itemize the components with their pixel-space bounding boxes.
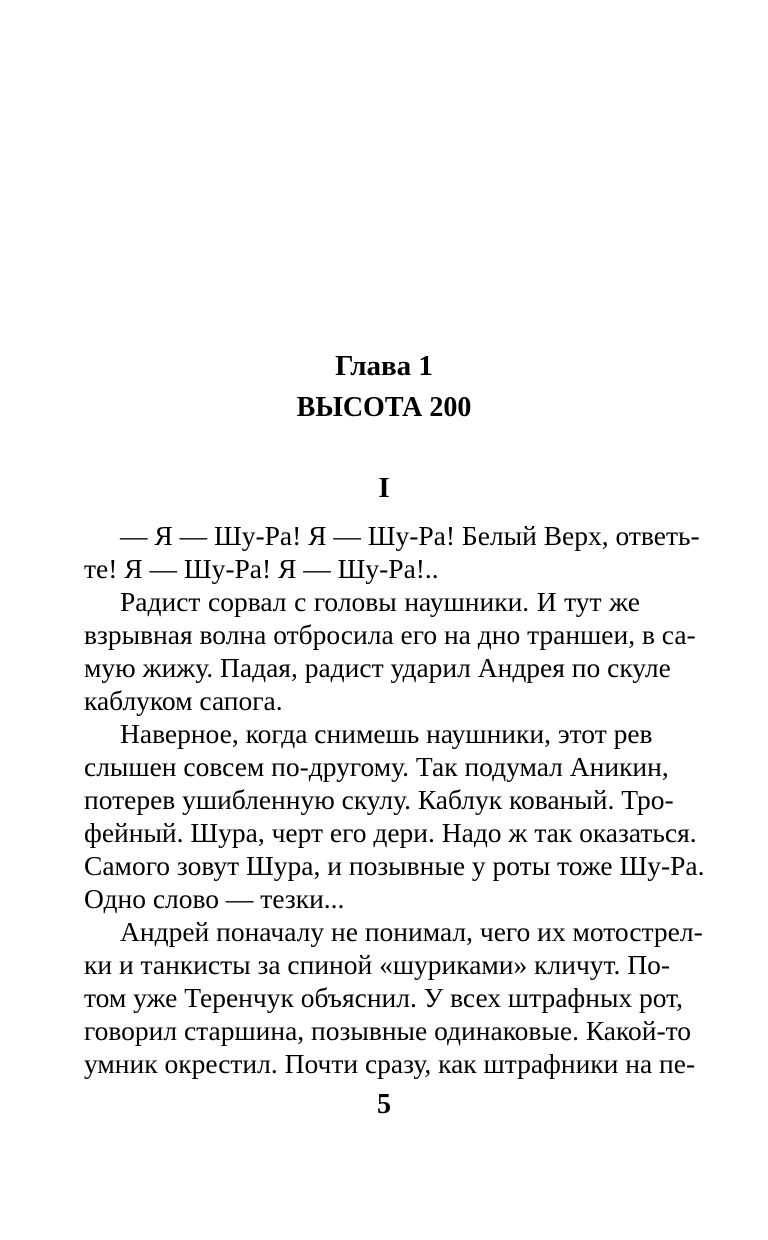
text-line: Радист сорвал с головы наушники. И тут же [120, 586, 640, 617]
body-text [84, 519, 705, 1080]
page-number: 5 [377, 1089, 391, 1120]
text-line: ки и танкисты за спиной «шуриками» кличут. По- [84, 949, 670, 980]
text-line: взрывная волна отбросила его на дно траншеи, в са- [84, 619, 696, 650]
chapter-label: Глава 1 [335, 350, 433, 382]
text-line: фейный. Шура, черт его дери. Надо ж так оказаться. [84, 817, 697, 848]
text-line: Самого зовут Шура, и позывные у роты тоже Шу-Ра. [84, 850, 705, 881]
text-line: Андрей поначалу не понимал, чего их мотострел- [120, 916, 703, 947]
text-line: Наверное, когда снимешь наушники, этот рев [120, 718, 653, 749]
text-line: каблуком сапога. [84, 685, 283, 716]
chapter-title: ВЫСОТА 200 [296, 392, 472, 423]
text-line: Одно слово — тезки... [84, 883, 345, 914]
text-line: слышен совсем по-другому. Так подумал Аникин, [84, 751, 669, 782]
text-line: говорил старшина, позывные одинаковые. Какой-то [84, 1015, 692, 1046]
text-line: — Я — Шу-Ра! Я — Шу-Ра! Белый Верх, ответь- [120, 520, 700, 551]
text-line: том уже Теренчук объяснил. У всех штрафных рот, [84, 982, 684, 1013]
section-number: I [378, 472, 390, 504]
text-line: умник окрестил. Почти сразу, как штрафники на пе- [84, 1048, 696, 1079]
text-line: потерев ушибленную скулу. Каблук кованый. Тро- [84, 784, 674, 815]
text-line: те! Я — Шу-Ра! Я — Шу-Ра!.. [84, 553, 439, 584]
text-line: мую жижу. Падая, радист ударил Андрея по скуле [84, 652, 671, 683]
